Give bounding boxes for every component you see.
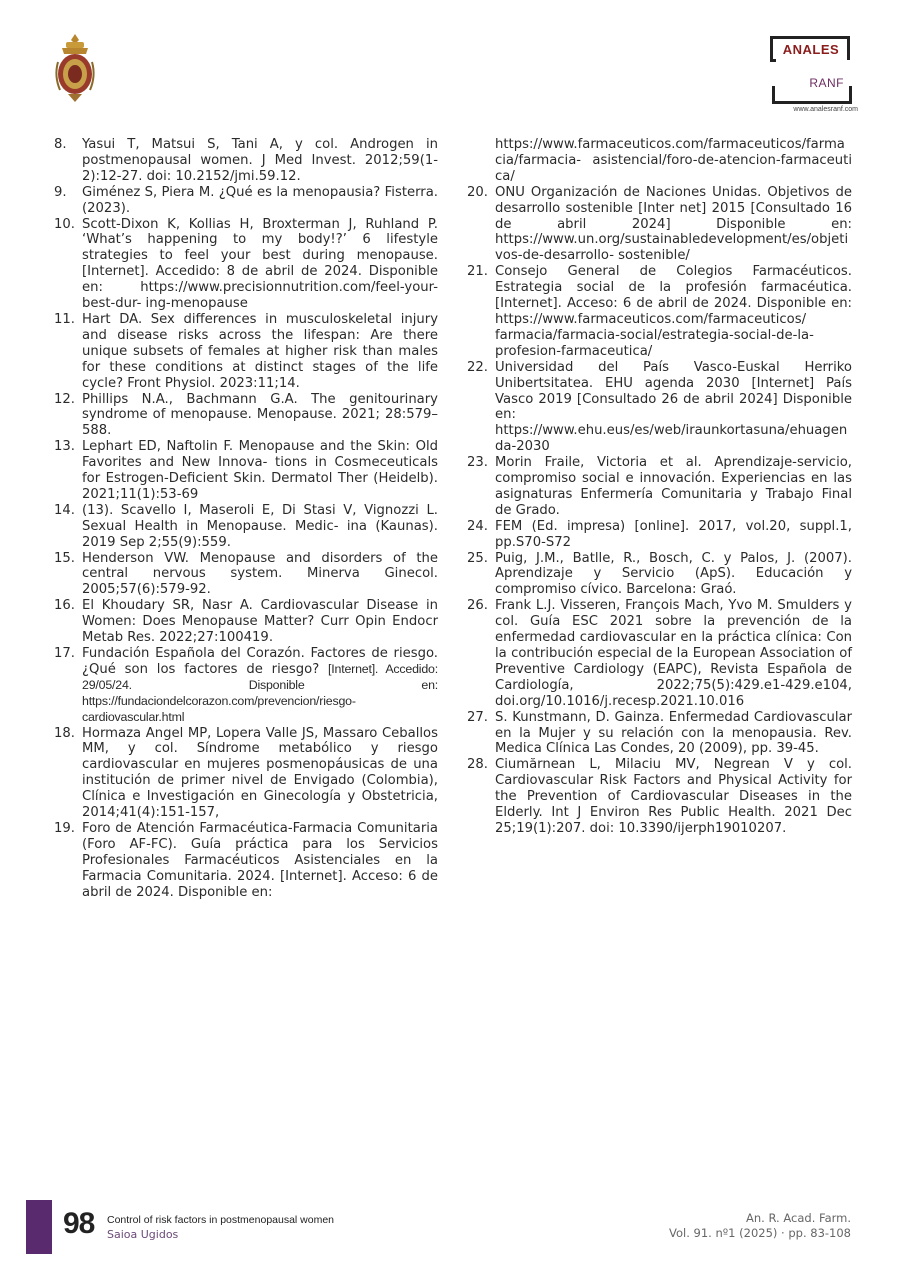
journal-logo (770, 36, 858, 114)
reference-text: Puig, J.M., Batlle, R., Bosch, C. y Palos, J. (2007). Aprendizaje y Servicio (ApS). Educación y compromiso cívico. Barcelona: Graó. (495, 550, 852, 598)
reference-item (467, 551, 852, 599)
reference-item (467, 185, 852, 265)
reference-item (54, 503, 438, 551)
reference-number: 21. (467, 264, 488, 280)
reference-text: Scott-Dixon K, Kollias H, Broxterman J, Ruhland P. ‘What’s happening to my body!?’ 6 lifestyle strategies to feel your best during menopause. [Internet]. Accedido: 8 de abril de 2024. Disponible en: https://www.precisionnutrition.com/feel-your-best-dur- ing-menopause (82, 216, 438, 312)
reference-item (54, 439, 438, 503)
reference-number: 11. (54, 311, 75, 327)
reference-item (54, 598, 438, 646)
reference-text: Phillips N.A., Bachmann G.A. The genitourinary syndrome of menopause. Menopause. 2021; 28:579– 588. (82, 391, 438, 439)
reference-text: S. Kunstmann, D. Gainza. Enfermedad Cardiovascular en la Mujer y su relación con la menopausia. Rev. Medica Clínica Las Condes, 20 (2009), pp. 39-45. (495, 709, 852, 757)
reference-text (82, 646, 438, 726)
reference-number: 15. (54, 550, 75, 566)
reference-item (54, 726, 438, 821)
reference-text: Ciumărnean L, Milaciu MV, Negrean V y col. Cardiovascular Risk Factors and Physical Activity for the Prevention of Cardiovascular Diseases in the Elderly. Int J Environ Res Public Health. 2021 Dec 25;19(1):207. doi: 10.3390/ijerph19010207. (495, 757, 852, 836)
reference-number: 19. (54, 820, 75, 836)
reference-number: 16. (54, 598, 75, 614)
reference-text: ONU Organización de Naciones Unidas. Objetivos de desarrollo sostenible [Inter net] 2015 [Consultado 16 de abril 2024] Disponible en: https://www.un.org/sustainabledevelopment/es/objetivos-de-desarrollo- sostenible/ (495, 184, 852, 264)
reference-item (54, 646, 438, 726)
footer-journal-name: An. R. Acad. Farm. (746, 1211, 851, 1225)
reference-item (467, 757, 852, 837)
reference-text-part: Fundación Española del Corazón. Factores de riesgo. ¿Qué son los factores de riesgo? (82, 646, 438, 677)
logo-sub-text: RANF (809, 76, 844, 90)
footer-journal-volume: Vol. 91. nº1 (2025) · pp. 83-108 (669, 1226, 851, 1240)
reference-number: 12. (54, 391, 75, 407)
reference-item (54, 312, 438, 392)
reference-number: 26. (467, 598, 488, 614)
reference-number: 23. (467, 455, 488, 471)
reference-text: https://www.farmaceuticos.com/farmaceuticos/farmacia/farmacia- asistencial/foro-de-atencion-farmaceutica/ (495, 137, 852, 184)
reference-text: Lephart ED, Naftolin F. Menopause and the Skin: Old Favorites and New Innova- tions in Cosmeceuticals for Estrogen-Deficient Skin. Dermatol Ther (Heidelb). 2021;11(1):53-69 (82, 439, 438, 502)
reference-number: 10. (54, 216, 75, 232)
page-number: 98 (63, 1207, 95, 1240)
reference-number: 14. (54, 502, 75, 518)
reference-item (54, 185, 438, 217)
reference-text: Consejo General de Colegios Farmacéuticos. Estrategia social de la profesión farmacéutica. [Internet]. Acceso: 6 de abril de 2024. Disponible en: https://www.farmaceuticos.com/farmaceuticos/ farmacia/farmacia-social/estrategia-social-de-la-profesion-farmaceutica/ (495, 264, 852, 359)
reference-number: 25. (467, 550, 488, 566)
footer-author: Saioa Ugidos (107, 1228, 179, 1241)
reference-number: 9. (54, 184, 67, 200)
academy-seal-logo (52, 32, 98, 104)
reference-text: (13). Scavello I, Maseroli E, Di Stasi V, Vignozzi L. Sexual Health in Menopause. Medic- ina (Kaunas). 2019 Sep 2;55(9):559. (82, 502, 438, 550)
reference-text: Hart DA. Sex differences in musculoskeletal injury and disease risks across the lifespan: Are there unique subsets of females at higher risk than males for these conditions at distinct stages of the life cycle? Front Physiol. 2023:11;14. (82, 311, 438, 391)
reference-number: 20. (467, 184, 488, 200)
reference-item (54, 821, 438, 901)
reference-item (467, 598, 852, 709)
footer-journal-info (669, 1211, 851, 1241)
reference-number: 18. (54, 725, 75, 741)
reference-text: Frank L.J. Visseren, François Mach, Yvo M. Smulders y col. Guía ESC 2021 sobre la prevención de la enfermedad cardiovascular en la práctica clínica: Con la contribución especial de la European Association of Preventive Cardiology (EAPC), Revista Española de Cardiología, 2022;75(5):429.e1-429.e104, doi.org/10.1016/j.recesp.2021.10.016 (495, 598, 852, 709)
reference-item (54, 217, 438, 312)
reference-number: 17. (54, 646, 75, 661)
reference-text: Morin Fraile, Victoria et al. Aprendizaje-servicio, compromiso social e innovación. Experiencias en las asignaturas Enfermería Comunitaria y Trabajo Final de Grado. (495, 455, 852, 518)
reference-number: 13. (54, 439, 75, 455)
reference-item (54, 551, 438, 599)
reference-item (467, 455, 852, 519)
reference-text: Foro de Atención Farmacéutica-Farmacia Comunitaria (Foro AF-FC). Guía práctica para los Servicios Profesionales Farmacéuticos Asistenciales en la Farmacia Comunitaria. 2024. [Internet]. Acceso: 6 de abril de 2024. Disponible en: (82, 820, 438, 900)
reference-text: Universidad del País Vasco-Euskal Herriko Unibertsitatea. EHU agenda 2030 [Internet] País Vasco 2019 [Consultado 26 de abril 2024] Disponible en: https://www.ehu.eus/es/web/iraunkortasuna/ehuagenda-2030 (495, 359, 852, 455)
footer-article-title: Control of risk factors in postmenopausal women (107, 1214, 335, 1226)
reference-item (467, 519, 852, 551)
reference-text: FEM (Ed. impresa) [online]. 2017, vol.20, suppl.1, pp.S70-S72 (495, 518, 852, 550)
reference-continuation (467, 137, 852, 185)
reference-item (54, 392, 438, 440)
references-left-column (54, 137, 438, 901)
reference-item (54, 137, 438, 185)
reference-text: Henderson VW. Menopause and disorders of the central nervous system. Minerva Ginecol. 2005;57(6):579-92. (82, 550, 438, 598)
reference-number: 28. (467, 757, 488, 773)
references-right-column (467, 137, 852, 837)
reference-text-condensed: [Internet]. Accedido: 29/05/24. Disponible en: https://fundaciondelcorazon.com/prevencion/riesgo-cardiovascular.html (82, 661, 438, 724)
reference-item (467, 360, 852, 455)
reference-number: 27. (467, 709, 488, 725)
reference-number: 8. (54, 137, 67, 152)
logo-brand-text: ANALES (782, 42, 840, 57)
reference-item (467, 710, 852, 758)
reference-text: Giménez S, Piera M. ¿Qué es la menopausia? Fisterra. (2023). (82, 184, 438, 216)
footer-accent-bar (26, 1200, 52, 1254)
reference-text: El Khoudary SR, Nasr A. Cardiovascular Disease in Women: Does Menopause Matter? Curr Opin Endocr Metab Res. 2022;27:100419. (82, 598, 438, 646)
reference-item (467, 264, 852, 359)
logo-url: www.analesranf.com (793, 106, 858, 113)
reference-text: Yasui T, Matsui S, Tani A, y col. Androgen in postmenopausal women. J Med Invest. 2012;59(1-2):12-27. doi: 10.2152/jmi.59.12. (82, 137, 438, 184)
reference-number: 22. (467, 359, 488, 375)
reference-number: 24. (467, 518, 488, 534)
reference-text: Hormaza Angel MP, Lopera Valle JS, Massaro Ceballos MM, y col. Síndrome metabólico y riesgo cardiovascular en mujeres posmenopáusicas de una institución de primer nivel de Envigado (Colombia), Clínica e Investigación en Ginecología y Obstetricia, 2014;41(4):151-157, (82, 725, 438, 821)
